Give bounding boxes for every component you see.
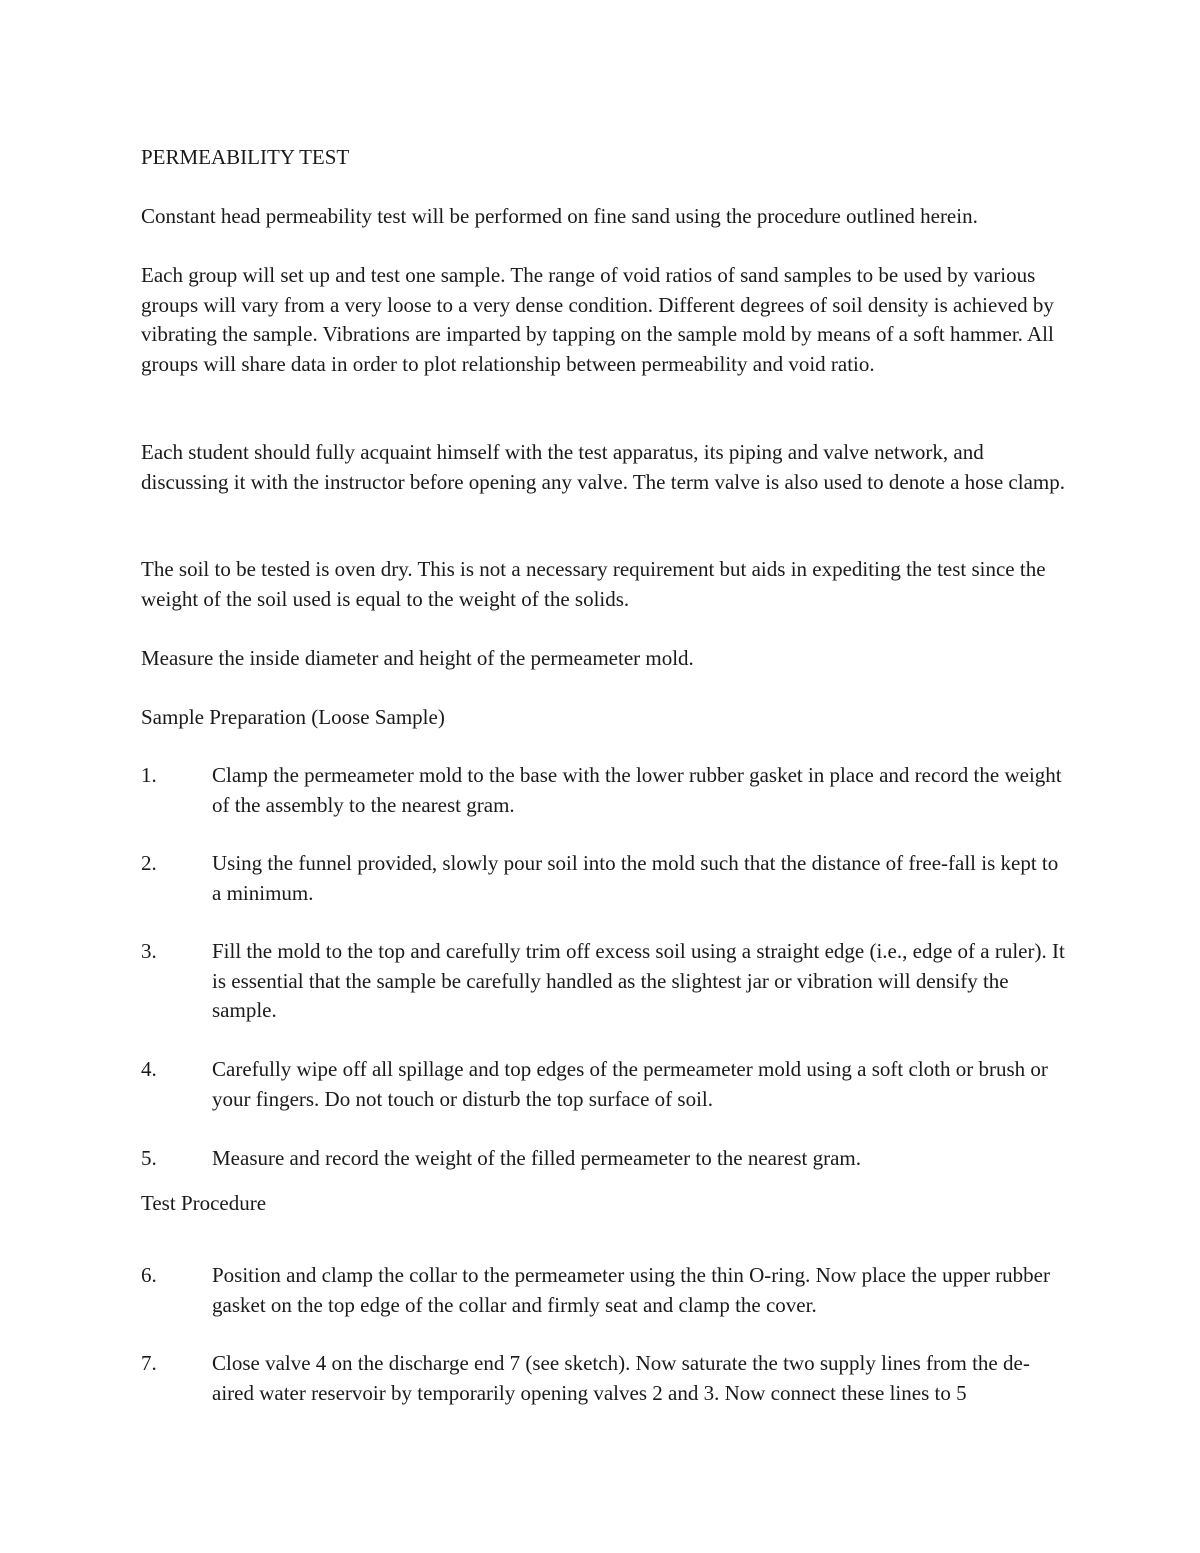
step-text: Position and clamp the collar to the permeameter using the thin O-ring. Now place the upper rubber gasket on the top edge of the collar and firmly seat and clamp the cover. (212, 1263, 1051, 1317)
list-item (141, 1144, 1066, 1174)
test-procedure-heading: Test Procedure (141, 1191, 267, 1215)
soil-paragraph: The soil to be tested is oven dry. This is not a necessary requirement but aids in expediting the test since the weight of the soil used is equal to the weight of the solids. (141, 557, 1046, 611)
list-item (141, 1261, 1066, 1320)
list-item (141, 849, 1066, 908)
measure-paragraph: Measure the inside diameter and height of the permeameter mold. (141, 646, 694, 670)
step-text: Fill the mold to the top and carefully trim off excess soil using a straight edge (i.e., edge of a ruler). It is essential that the sample be carefully handled as the slightest jar or vibration will densify the sample. (212, 939, 1065, 1022)
list-item (141, 1349, 1066, 1408)
step-number: 6. (141, 1263, 157, 1287)
intro-paragraph: Constant head permeability test will be performed on fine sand using the procedure outlined herein. (141, 204, 978, 228)
groups-paragraph: Each group will set up and test one sample. The range of void ratios of sand samples to be used by various groups will vary from a very loose to a very dense condition. Different degrees of soil density is achieved by vibrating the sample. Vibrations are imparted by tapping on the sample mold by means of a soft hammer. All groups will share data in order to plot relationship between permeability and void ratio. (141, 263, 1054, 376)
step-number: 2. (141, 851, 157, 875)
step-text: Close valve 4 on the discharge end 7 (see sketch). Now saturate the two supply lines from the de-aired water reservoir by temporarily opening valves 2 and 3. Now connect these lines to 5 (212, 1351, 1030, 1405)
student-paragraph: Each student should fully acquaint himself with the test apparatus, its piping and valve network, and discussing it with the instructor before opening any valve. The term valve is also used to denote a hose clamp. (141, 440, 1065, 494)
step-text: Using the funnel provided, slowly pour soil into the mold such that the distance of free-fall is kept to a minimum. (212, 851, 1059, 905)
list-item (141, 1055, 1066, 1114)
document-title: PERMEABILITY TEST (141, 145, 350, 169)
step-number: 3. (141, 939, 157, 963)
sample-preparation-heading: Sample Preparation (Loose Sample) (141, 705, 445, 729)
step-text: Clamp the permeameter mold to the base with the lower rubber gasket in place and record the weight of the assembly to the nearest gram. (212, 763, 1062, 817)
list-item (141, 937, 1066, 1026)
step-number: 7. (141, 1351, 157, 1375)
step-number: 4. (141, 1057, 157, 1081)
step-text: Carefully wipe off all spillage and top edges of the permeameter mold using a soft cloth or brush or your fingers. Do not touch or disturb the top surface of soil. (212, 1057, 1048, 1111)
step-number: 5. (141, 1146, 157, 1170)
step-text: Measure and record the weight of the filled permeameter to the nearest gram. (212, 1146, 861, 1170)
list-item (141, 761, 1066, 820)
step-number: 1. (141, 763, 157, 787)
